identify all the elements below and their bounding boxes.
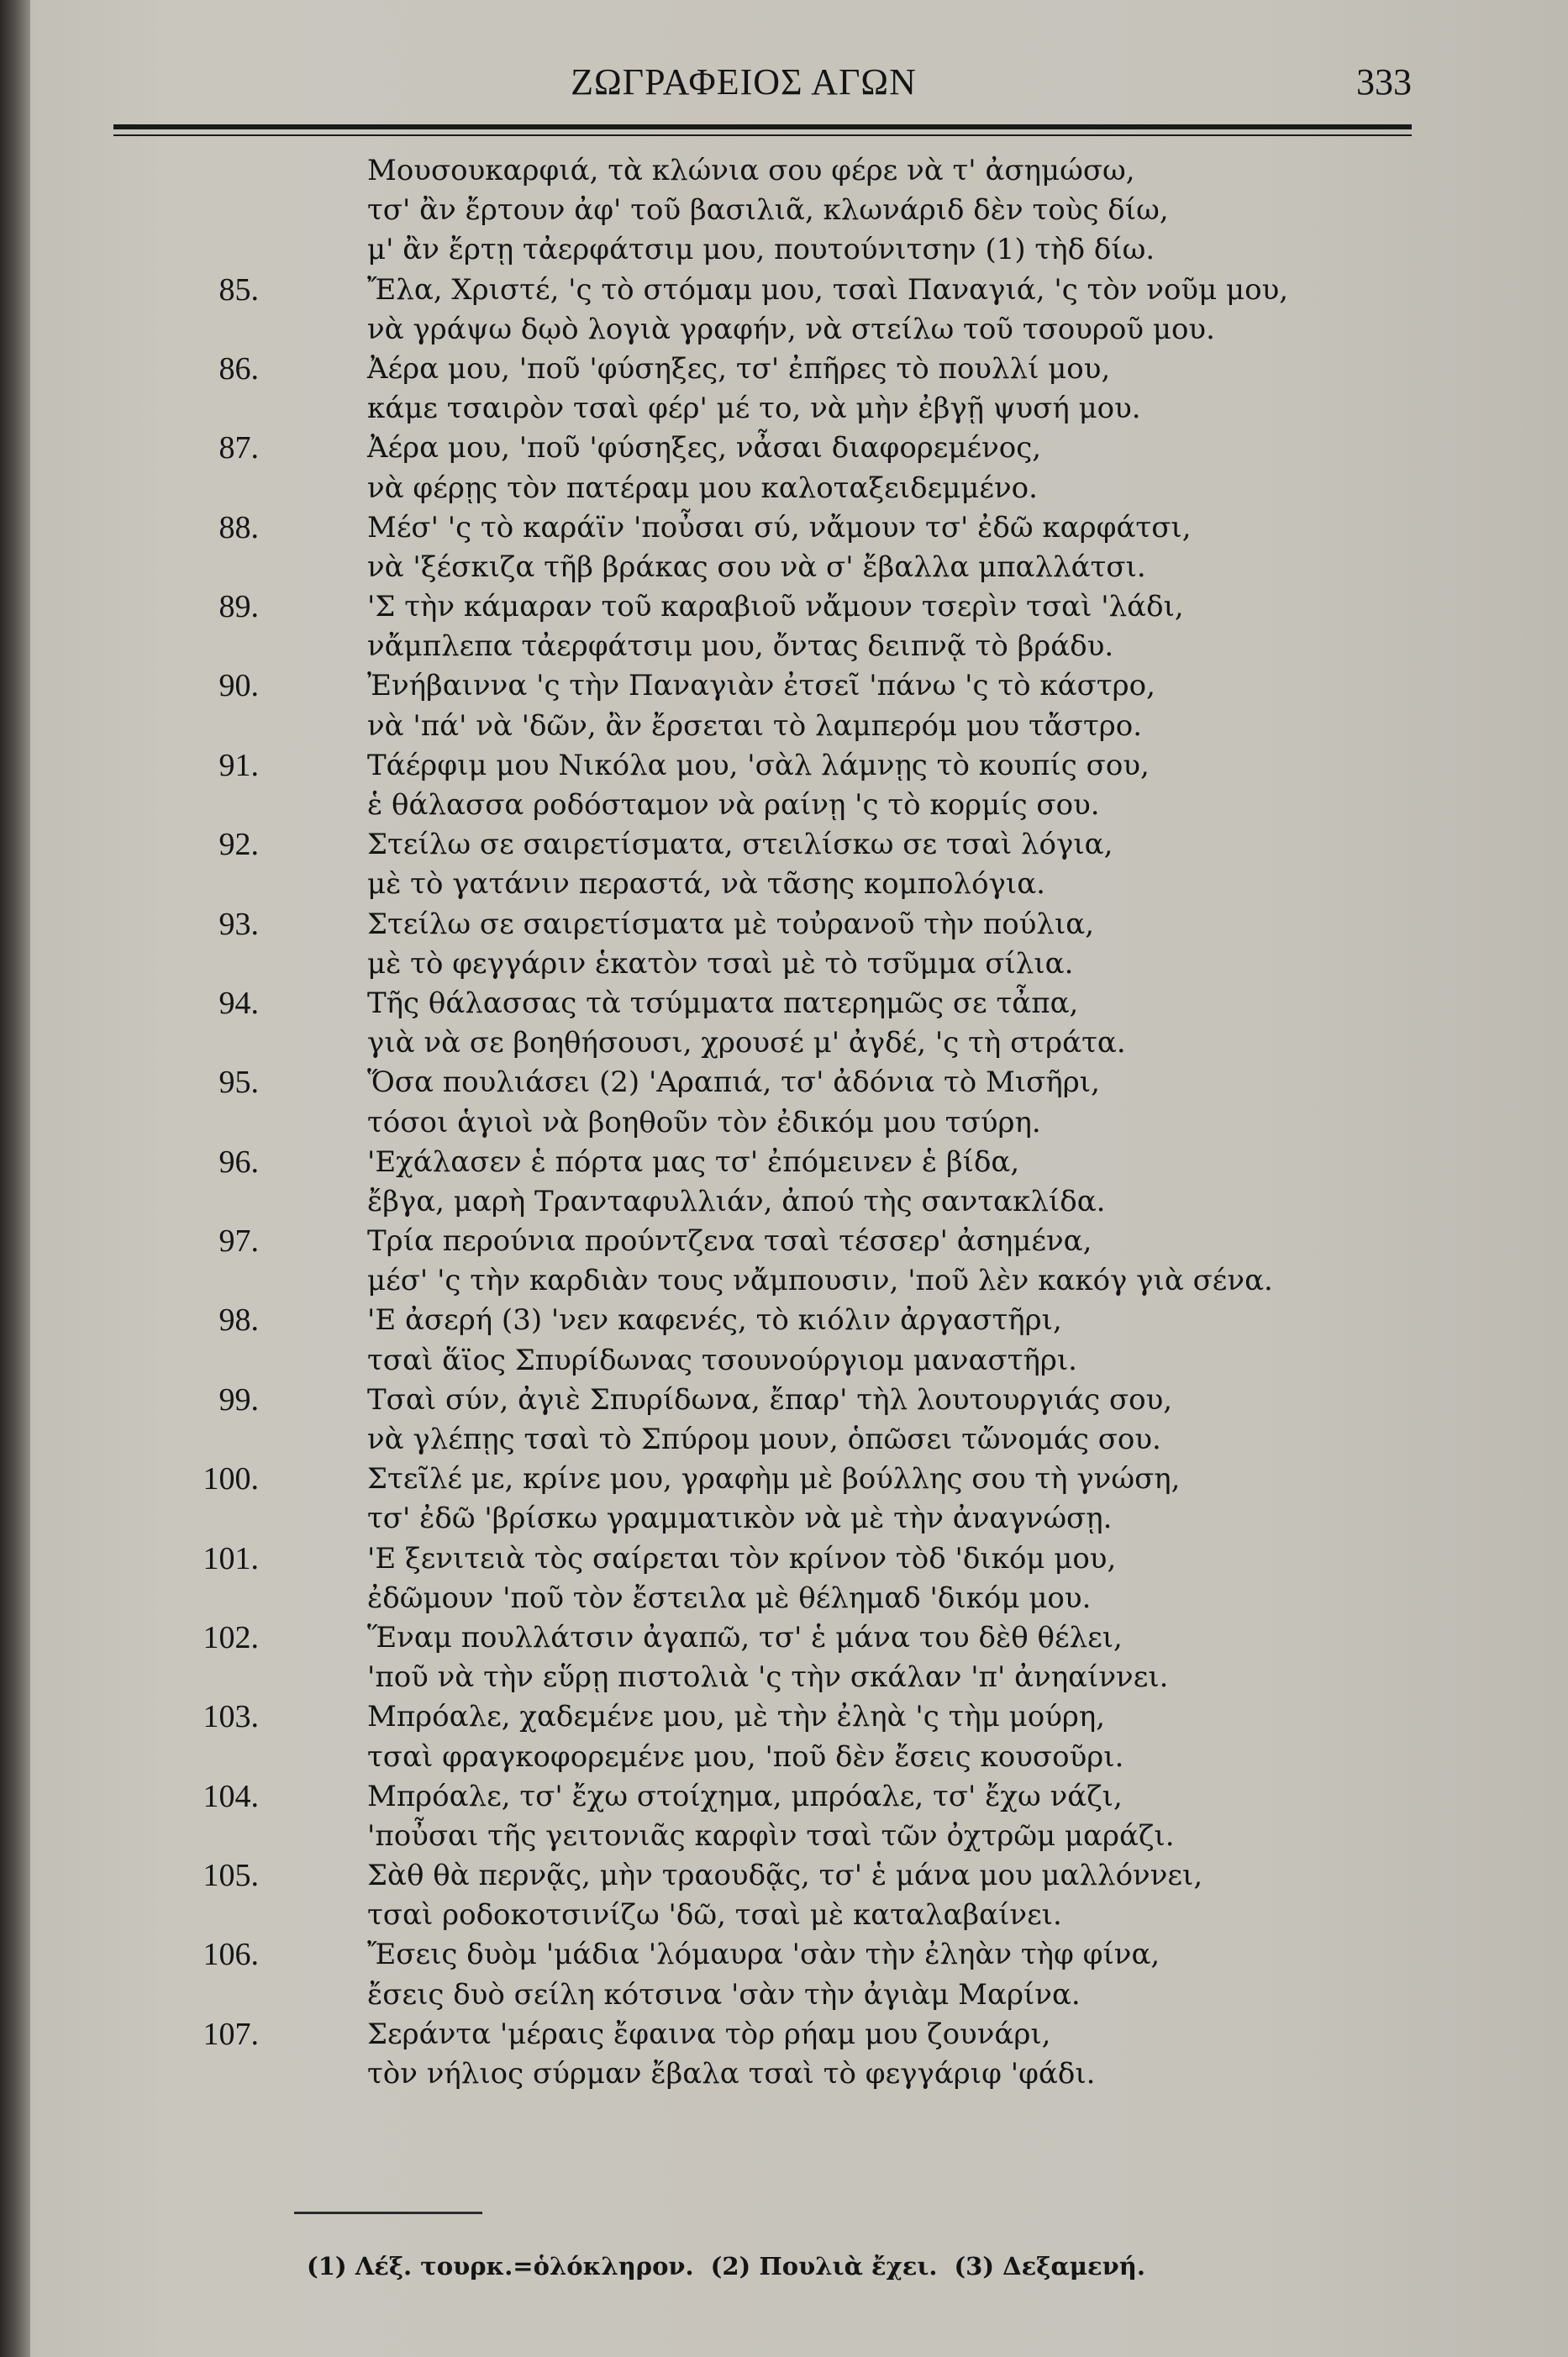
verse-text: Ὅσα πουλιάσει (2) 'Αραπιά, τσ' ἀδόνια τὸ Μισῆρι,: [367, 1065, 1100, 1100]
verse-number: 103.: [203, 1699, 259, 1735]
running-title: ΖΩΓΡΑΦΕΙΟΣ ΑΓΩΝ: [571, 61, 917, 103]
verse-text: Μπρόαλε, τσ' ἔχω στοίχημα, μπρόαλε, τσ' ἔχω νάζι,: [367, 1779, 1123, 1813]
verse-line: [277, 230, 1420, 270]
verse-number: 97.: [218, 1223, 259, 1260]
verse-line: [203, 1460, 1420, 1499]
verse-line: [218, 1143, 1420, 1182]
verse-text: μ' ἂν ἔρτῃ τἀερφάτσιμ μου, πουτούνιτσην (1) τὴδ δίω.: [367, 233, 1155, 267]
verse-number: 99.: [218, 1381, 259, 1418]
verse-line: [218, 350, 1420, 389]
verse-text: τσαὶ φραγκοφορεμένε μου, 'ποῦ δὲν ἔσεις κουσοῦρι.: [367, 1739, 1124, 1774]
verse-text: Στείλω σε σαιρετίσματα μὲ τοὐρανοῦ τὴν πούλια,: [367, 907, 1095, 941]
verse-number: 94.: [218, 985, 259, 1021]
verse-number: 96.: [218, 1144, 259, 1180]
verse-text: τόσοι ἁγιοὶ νὰ βοηθοῦν τὸν ἐδικόμ μου τσύρη.: [367, 1105, 1041, 1139]
verse-text: 'Εχάλασεν ἑ πόρτα μας τσ' ἐπόμεινεν ἑ βίδα,: [367, 1144, 1020, 1179]
verse-line: [218, 905, 1420, 944]
verse-line: [277, 1976, 1420, 2015]
verse-text: Τῆς θάλασσας τὰ τσύμματα πατερημῶς σε τἆπα,: [367, 986, 1079, 1020]
verse-text: κάμε τσαιρὸν τσαὶ φέρ' μέ το, νὰ μὴν ἐβγῇ ψυσή μου.: [367, 392, 1141, 426]
verse-line: [277, 389, 1420, 429]
verse-text: ἑ θάλασσα ροδόσταμον νὰ ραίνῃ 'ς τὸ κορμίς σου.: [367, 788, 1100, 822]
verse-line: [277, 1341, 1420, 1381]
verse-number: 100.: [203, 1461, 259, 1497]
verse-text: Ἔλα, Χριστέ, 'ς τὸ στόμαμ μου, τσαὶ Παναγιά, 'ς τὸν νοῦμ μου,: [367, 272, 1289, 307]
verse-text: ἔβγα, μαρὴ Τρανταφυλλιάν, ἀπού τὴς σαντακλίδα.: [367, 1184, 1106, 1218]
verse-number: 105.: [203, 1858, 259, 1894]
verse-line: [203, 1935, 1420, 1975]
verse-line: [277, 1499, 1420, 1539]
verse-line: [203, 2015, 1420, 2054]
verse-line: [218, 746, 1420, 786]
verse-text: ἔσεις δυὸ σείλη κότσινα 'σὰν τὴν ἀγιὰμ Μαρίνα.: [367, 1977, 1081, 2012]
verse-line: [218, 1381, 1420, 1420]
verse-number: 88.: [218, 509, 259, 545]
verse-text: μὲ τὸ φεγγάριν ἑκατὸν τσαὶ μὲ τὸ τσῦμμα σίλια.: [367, 946, 1074, 981]
footnote-rule: [294, 2212, 482, 2214]
verse-number: 89.: [218, 589, 259, 625]
verse-number: 102.: [203, 1619, 259, 1655]
verse-line: [277, 944, 1420, 984]
verse-text: 'Ε ξενιτειὰ τὸς σαίρεται τὸν κρίνον τὸδ 'δικόμ μου,: [367, 1541, 1117, 1576]
verse-line: [203, 1777, 1420, 1817]
verse-text: Ἀέρα μου, 'ποῦ 'φύσηξες, νἆσαι διαφορεμένος,: [367, 431, 1042, 466]
verse-text: τὸν νήλιος σύρμαν ἔβαλα τσαὶ τὸ φεγγάριφ 'φάδι.: [367, 2057, 1096, 2091]
verse-line: [218, 271, 1420, 310]
verse-number: 93.: [218, 906, 259, 942]
verse-text: νὰ φέρῃς τὸν πατέραμ μου καλοταξειδεμμένο.: [367, 471, 1038, 505]
verse-text: Στεῖλέ με, κρίνε μου, γραφὴμ μὲ βούλλης σου τὴ γνώση,: [367, 1462, 1181, 1497]
verse-text: τσ' ἂν ἔρτουν ἀφ' τοῦ βασιλιᾶ, κλωνάριδ δὲν τοὺς δίω,: [367, 193, 1169, 228]
verse-text: Σεράντα 'μέραις ἔφαινα τὸρ ρήαμ μου ζουνάρι,: [367, 2017, 1051, 2051]
verse-line: [218, 1063, 1420, 1102]
verse-number: 90.: [218, 668, 259, 704]
verse-number: 87.: [218, 430, 259, 466]
verse-line: [277, 548, 1420, 587]
verse-number: 92.: [218, 827, 259, 863]
verse-line: [203, 1856, 1420, 1896]
verse-text: Τρία περούνια προύντζενα τσαὶ τέσσερ' ἀσημένα,: [367, 1224, 1092, 1259]
verse-line: [277, 1817, 1420, 1856]
verse-line: [218, 508, 1420, 548]
verse-text: Μουσουκαρφιά, τὰ κλώνια σου φέρε νὰ τ' ἀσημώσω,: [367, 154, 1135, 187]
verse-number: 95.: [218, 1065, 259, 1101]
verse-text: γιὰ νὰ σε βοηθήσουσι, χρουσέ μ' ἀγδέ, 'ς τὴ στράτα.: [367, 1026, 1126, 1060]
verse-text: νὰ 'ξέσκιζα τῆβ βράκας σου νὰ σ' ἔβαλλα μπαλλάτσι.: [367, 550, 1146, 584]
verse-number: 104.: [203, 1778, 259, 1814]
verse-text: νἄμπλεπα τἀερφάτσιμ μου, ὄντας δειπνᾷ τὸ βράδυ.: [367, 629, 1114, 664]
verse-text: τσαὶ ἅϊος Σπυρίδωνας τσουνούργιομ μαναστῆρι.: [367, 1343, 1077, 1377]
verse-line: [277, 865, 1420, 904]
verse-text: 'Σ τὴν κάμαραν τοῦ καραβιοῦ νἄμουν τσερὶν τσαὶ 'λάδι,: [367, 590, 1184, 624]
verse-text: νὰ γλέπῃς τσαὶ τὸ Σπύρομ μουν, ὁπῶσει τὤνομάς σου.: [367, 1423, 1161, 1456]
verse-line: [203, 1697, 1420, 1737]
verse-number: 91.: [218, 747, 259, 783]
verse-line: [277, 1103, 1420, 1143]
verse-line: [277, 627, 1420, 666]
verse-line: [277, 1896, 1420, 1935]
verse-text: 'ποὖσαι τῆς γειτονιᾶς καρφὶν τσαὶ τῶν ὀχτρῶμ μαράζι.: [367, 1818, 1175, 1853]
verse-text: ἐδῶμουν 'ποῦ τὸν ἔστειλα μὲ θέλημαδ 'δικόμ μου.: [367, 1581, 1092, 1615]
verse-text: μὲ τὸ γατάνιν περαστά, νὰ τᾶσης κομπολόγια.: [367, 867, 1045, 902]
verse-line: [277, 786, 1420, 825]
verse-line: [277, 1658, 1420, 1697]
verse-number: 101.: [203, 1540, 259, 1576]
header-rule-thin: [113, 134, 1412, 136]
verse-line: [277, 1182, 1420, 1222]
verse-text: Μέσ' 'ς τὸ καράϊν 'ποὖσαι σύ, νἄμουν τσ' ἐδῶ καρφάτσι,: [367, 510, 1192, 545]
verse-number: 98.: [218, 1302, 259, 1339]
verse-line: [218, 666, 1420, 706]
verse-line: [277, 2054, 1420, 2094]
verse-list: [203, 151, 1420, 2094]
verse-line: [218, 984, 1420, 1023]
verse-line: [218, 587, 1420, 627]
verse-line: [277, 707, 1420, 746]
verse-line: [218, 825, 1420, 865]
verse-line: [277, 1420, 1420, 1460]
verse-text: Ἐνήβαιννα 'ς τὴν Παναγιὰν ἐτσεῖ 'πάνω 'ς τὸ κάστρο,: [367, 669, 1155, 703]
verse-line: [277, 469, 1420, 508]
verse-line: [203, 1539, 1420, 1579]
verse-text: τσαὶ ροδοκοτσινίζω 'δῶ, τσαὶ μὲ καταλαβαίνει.: [367, 1898, 1062, 1933]
verse-text: Μπρόαλε, χαδεμένε μου, μὲ τὴν ἐληὰ 'ς τὴμ μούρη,: [367, 1700, 1106, 1734]
footnote: (2) Πουλιὰ ἔχει.: [710, 2252, 938, 2281]
verse-text: Στείλω σε σαιρετίσματα, στειλίσκω σε τσαὶ λόγια,: [367, 828, 1113, 862]
footnote: (1) Λέξ. τουρκ.=ὁλόκληρον.: [307, 2252, 694, 2281]
verse-line: [277, 1261, 1420, 1301]
verse-line: [277, 151, 1420, 191]
verse-number: 86.: [218, 350, 259, 387]
verse-text: Σὰθ θὰ περνᾷς, μὴν τραουδᾷς, τσ' ἑ μάνα μου μαλλόννει,: [367, 1859, 1203, 1893]
verse-number: 107.: [203, 2016, 259, 2052]
verse-text: Ἔσεις δυὸμ 'μάδια 'λόμαυρα 'σὰν τὴν ἐληὰν τὴφ φίνα,: [367, 1938, 1160, 1972]
verse-line: [218, 429, 1420, 468]
header-rule-thick: [113, 124, 1412, 129]
verse-text: Τάέρφιμ μου Νικόλα μου, 'σὰλ λάμνῃς τὸ κουπίς σου,: [367, 748, 1150, 782]
verse-line: [218, 1222, 1420, 1261]
verse-text: νὰ 'πά' νὰ 'δῶν, ἂν ἔρσεται τὸ λαμπερόμ μου τἄστρο.: [367, 708, 1143, 743]
verse-text: νὰ γράψω δῳὸ λογιὰ γραφήν, νὰ στείλω τοῦ τσουροῦ μου.: [367, 312, 1215, 346]
verse-text: τσ' ἐδῶ 'βρίσκω γραμματικὸν νὰ μὲ τὴν ἀναγνώσῃ.: [367, 1502, 1113, 1536]
verse-text: 'Ε ἀσερή (3) 'νεν καφενές, τὸ κιόλιν ἀργαστῆρι,: [367, 1303, 1062, 1338]
footnote: (3) Δεξαμενή.: [954, 2252, 1145, 2281]
verse-line: [277, 1738, 1420, 1777]
verse-text: μέσ' 'ς τὴν καρδιὰν τους νἄμπουσιν, 'ποῦ λὲν κακόγ γιὰ σένα.: [367, 1264, 1273, 1298]
verse-text: Ἕναμ πουλλάτσιν ἀγαπῶ, τσ' ἑ μάνα του δὲθ θέλει,: [367, 1620, 1123, 1655]
verse-line: [277, 191, 1420, 230]
verse-line: [277, 1579, 1420, 1618]
binding-gutter: [0, 0, 30, 2357]
verse-text: 'ποῦ νὰ τὴν εὕρῃ πιστολιὰ 'ς τὴν σκάλαν 'π' ἀνηαίννει.: [367, 1660, 1169, 1695]
verse-number: 106.: [203, 1937, 259, 1973]
footnotes: [307, 2252, 1399, 2281]
verse-line: [203, 1618, 1420, 1658]
verse-line: [277, 310, 1420, 350]
verse-text: Τσαὶ σύν, ἀγιὲ Σπυρίδωνα, ἔπαρ' τὴλ λουτουργιάς σου,: [367, 1382, 1173, 1417]
verse-line: [277, 1023, 1420, 1063]
verse-text: Ἀέρα μου, 'ποῦ 'φύσηξες, τσ' ἐπῆρες τὸ πουλλί μου,: [367, 351, 1111, 386]
verse-line: [218, 1301, 1420, 1340]
page-number: 333: [1356, 61, 1412, 103]
verse-number: 85.: [218, 271, 259, 308]
